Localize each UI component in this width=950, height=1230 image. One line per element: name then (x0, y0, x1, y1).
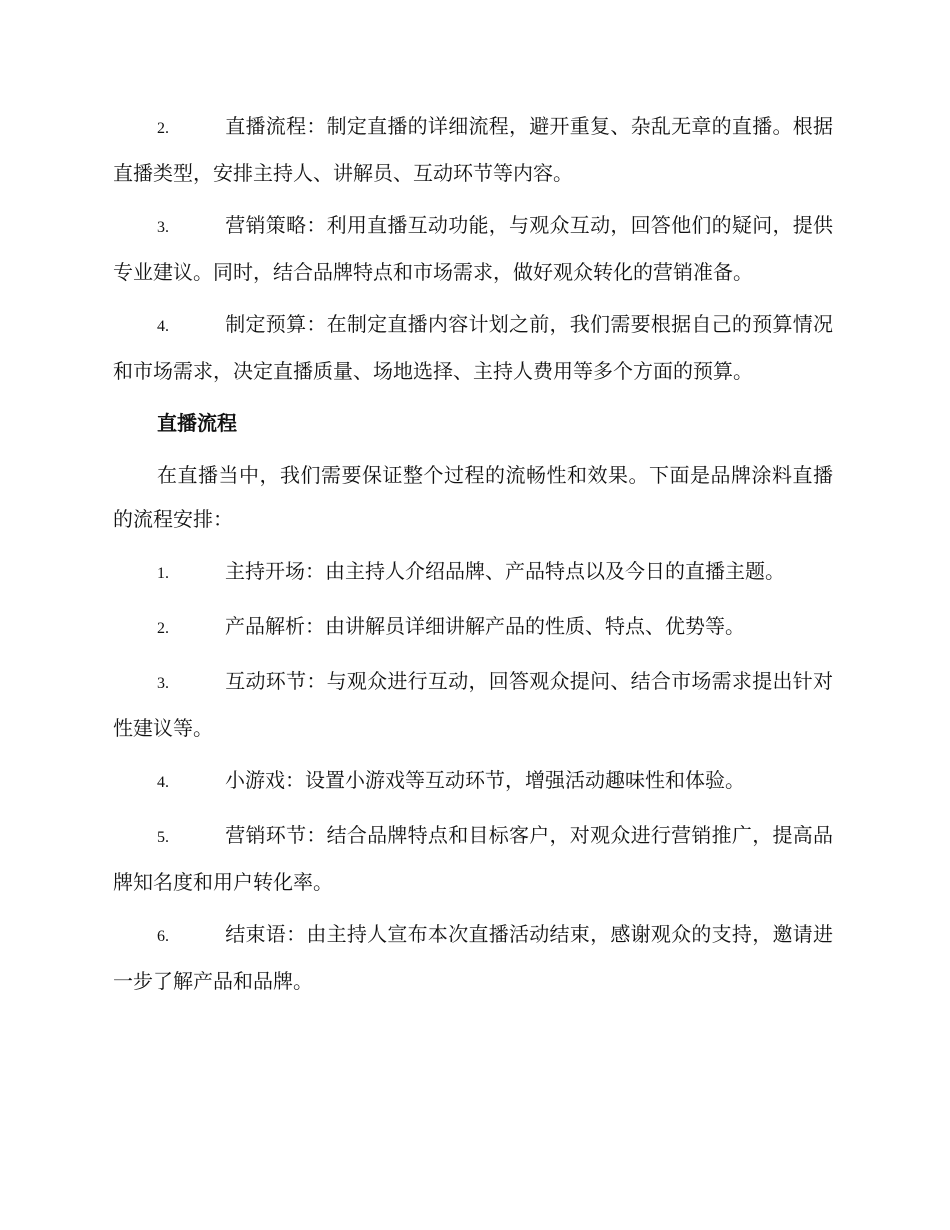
list-item (113, 813, 833, 904)
list-number: 3. (157, 675, 169, 692)
list-item (113, 549, 833, 596)
list-text: 直播流程：制定直播的详细流程，避开重复、杂乱无章的直播。根据直播类型，安排主持人、讲解员、互动环节等内容。 (113, 114, 833, 185)
document-page (113, 104, 833, 1011)
list-number: 5. (157, 829, 169, 846)
list-item (113, 758, 833, 805)
section-intro: 在直播当中，我们需要保证整个过程的流畅性和效果。下面是品牌涂料直播的流程安排： (113, 463, 833, 531)
section-heading: 直播流程 (157, 411, 237, 435)
list-number: 2. (157, 120, 169, 137)
list-text: 产品解析：由讲解员详细讲解产品的性质、特点、优势等。 (225, 614, 745, 638)
list-item (113, 302, 833, 393)
list-text: 主持开场：由主持人介绍品牌、产品特点以及今日的直播主题。 (225, 559, 785, 583)
list-number: 3. (157, 219, 169, 236)
list-text: 互动环节：与观众进行互动，回答观众提问、结合市场需求提出针对性建议等。 (113, 669, 833, 740)
list-text: 营销策略：利用直播互动功能，与观众互动，回答他们的疑问，提供专业建议。同时，结合品牌特点和市场需求，做好观众转化的营销准备。 (113, 213, 833, 284)
list-item (113, 912, 833, 1003)
list-number: 1. (157, 565, 169, 582)
list-item (113, 203, 833, 294)
list-text: 制定预算：在制定直播内容计划之前，我们需要根据自己的预算情况和市场需求，决定直播质量、场地选择、主持人费用等多个方面的预算。 (113, 312, 833, 383)
list-item (113, 604, 833, 651)
list-number: 6. (157, 928, 169, 945)
list-item (113, 104, 833, 195)
list-text: 结束语：由主持人宣布本次直播活动结束，感谢观众的支持，邀请进一步了解产品和品牌。 (113, 922, 833, 993)
list-number: 2. (157, 620, 169, 637)
list-item (113, 659, 833, 750)
list-number: 4. (157, 774, 169, 791)
list-text: 营销环节：结合品牌特点和目标客户，对观众进行营销推广，提高品牌知名度和用户转化率。 (113, 823, 833, 894)
list-number: 4. (157, 318, 169, 335)
list-text: 小游戏：设置小游戏等互动环节，增强活动趣味性和体验。 (225, 768, 745, 792)
